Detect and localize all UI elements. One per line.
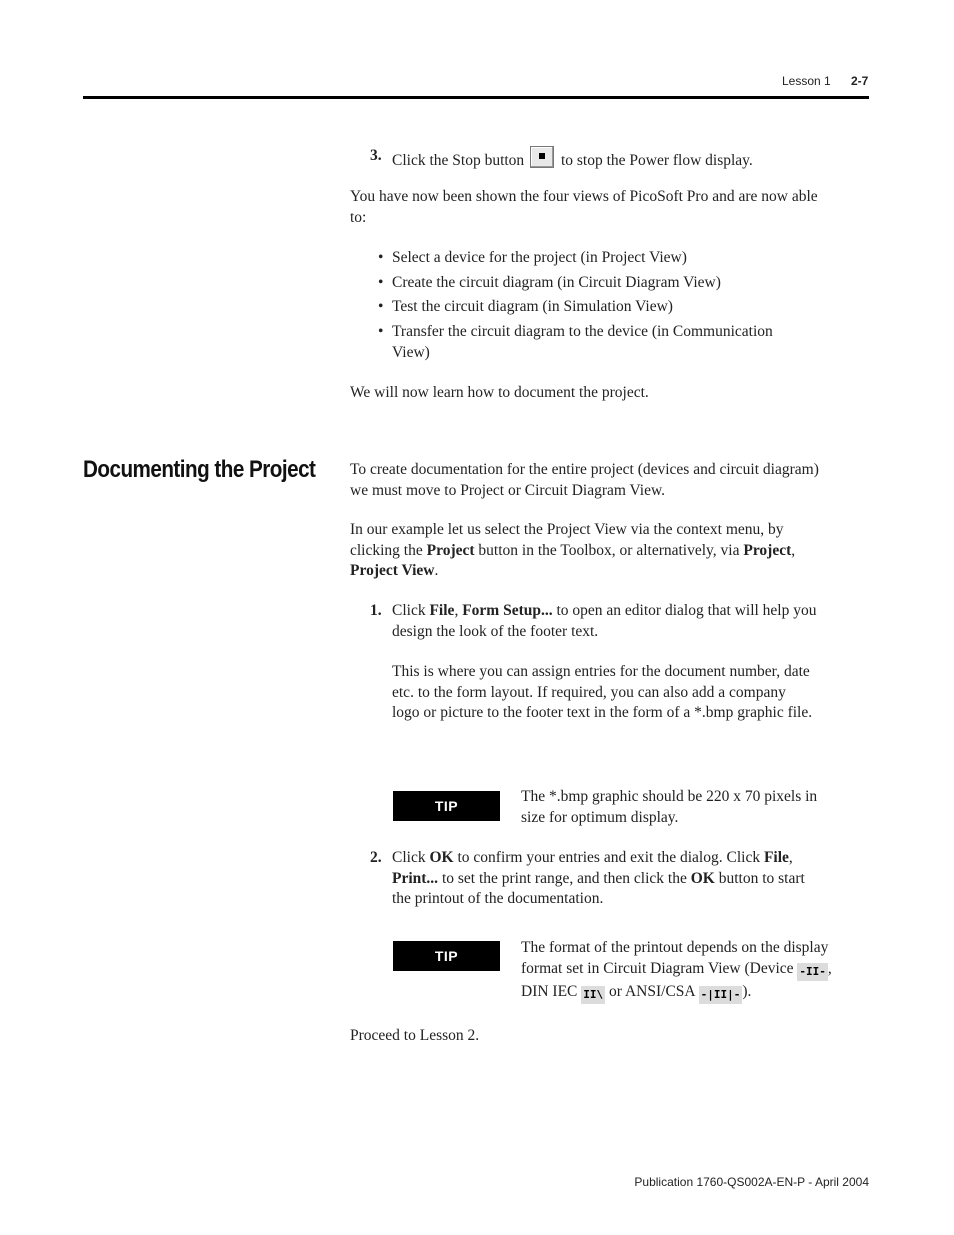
bold-term: Form Setup...: [462, 602, 553, 619]
footer-publication: Publication 1760-QS002A-EN-P - April 2004: [634, 1175, 869, 1189]
tip-1-text: The *.bmp graphic should be 220 x 70 pixels in size for optimum display.: [521, 788, 818, 826]
text-run: ,: [454, 602, 463, 619]
step-2-text: [392, 848, 822, 910]
bullet-dot: •: [378, 249, 384, 266]
header-lesson: Lesson 1: [782, 74, 831, 88]
step-1-subparagraph: This is where you can assign entries for the document number, date etc. to the form layout. If required, you can also add a company logo or picture to the footer text in the form of a *.bmp graphic file.: [392, 663, 813, 721]
step-3-text: [392, 146, 832, 172]
text-run: button in the Toolbox, or alternatively, via: [474, 541, 744, 559]
step-3-before: Click the Stop button: [392, 152, 525, 169]
bold-term: File: [429, 602, 455, 619]
bold-term: Project: [426, 541, 475, 559]
step-1-text: [392, 601, 822, 642]
stop-icon: [530, 146, 554, 168]
text-run: The format of the printout depends on the display format set in Circuit Diagram View (Device: [521, 939, 829, 977]
header-page-number: 2-7: [851, 74, 869, 88]
bold-term: OK: [690, 869, 715, 887]
text-run: .: [434, 562, 439, 579]
text-run: ,: [788, 849, 793, 866]
text-run: to set the print range, and then click the: [438, 869, 691, 887]
ansi-csa-format-icon: -|II|-: [699, 986, 743, 1004]
bold-term: Project: [743, 541, 792, 559]
bold-term: Project View: [350, 562, 435, 579]
tip-label: TIP: [393, 791, 500, 821]
text-run: ,: [791, 541, 796, 559]
intro-paragraph: To create documentation for the entire project (devices and circuit diagram) we must move to Project or Circuit Diagram View.: [350, 461, 819, 499]
bold-term: Print...: [392, 869, 439, 887]
device-format-icon: -II-: [797, 963, 828, 981]
summary-paragraph: You have now been shown the four views of PicoSoft Pro and are now able to:: [350, 188, 818, 226]
text-run: button to start the printout of the documentation.: [392, 869, 805, 907]
bullet-dot: •: [378, 298, 384, 315]
closing-text: Proceed to Lesson 2.: [350, 1027, 480, 1044]
text-run: Click: [392, 849, 430, 866]
text-run: In our example let us select the Project View via the context menu, by clicking the: [350, 521, 784, 559]
bullet-item: Create the circuit diagram (in Circuit Diagram View): [392, 274, 721, 291]
step-3-after: to stop the Power flow display.: [560, 152, 753, 169]
step-number: 3.: [370, 147, 382, 164]
text-run: , DIN IEC: [521, 960, 832, 1000]
bullet-dot: •: [378, 323, 384, 340]
bullet-item: Select a device for the project (in Project View): [392, 249, 687, 266]
section-heading: Documenting the Project: [83, 456, 316, 483]
step-number: 2.: [370, 849, 382, 866]
bullet-dot: •: [378, 274, 384, 291]
bold-term: File: [763, 849, 789, 866]
step-number: 1.: [370, 602, 382, 619]
text-run: to confirm your entries and exit the dialog. Click: [453, 849, 764, 866]
text-run: to open an editor dialog that will help you design the look of the footer text.: [392, 602, 817, 640]
tip-2-text: [521, 937, 841, 1004]
text-run: or ANSI/CSA: [605, 983, 699, 1000]
bullet-item: Transfer the circuit diagram to the device (in Communication View): [392, 323, 773, 361]
tip-label: TIP: [393, 941, 500, 971]
project-view-paragraph: [350, 520, 820, 582]
bold-term: OK: [429, 849, 454, 866]
bullet-item: Test the circuit diagram (in Simulation View): [392, 298, 673, 315]
transition-text: We will now learn how to document the project.: [350, 384, 649, 401]
header-rule: [83, 96, 869, 99]
din-iec-format-icon: II\: [581, 986, 605, 1004]
text-run: Click: [392, 602, 430, 619]
text-run: ).: [742, 983, 752, 1000]
